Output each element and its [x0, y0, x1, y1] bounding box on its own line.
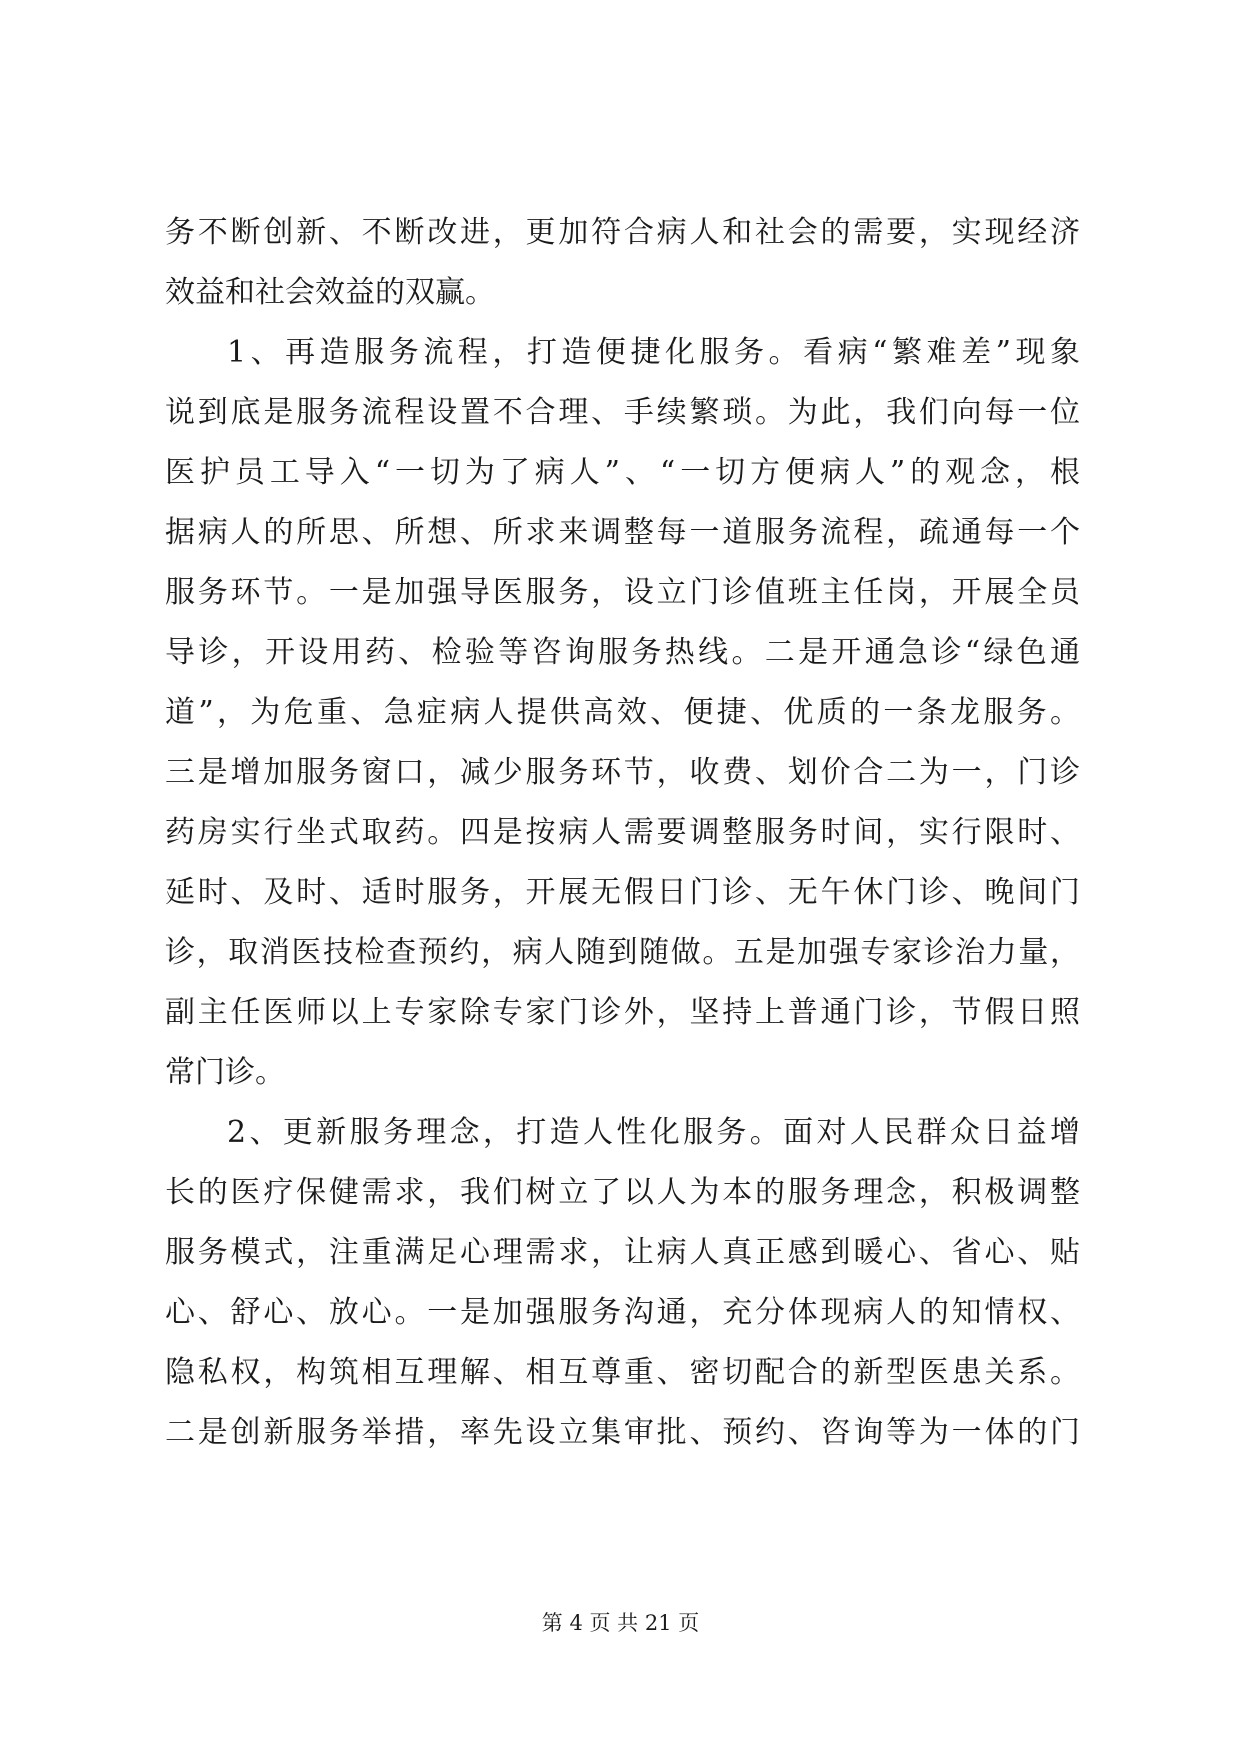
- body-line: 常门诊。: [165, 1055, 285, 1090]
- body-line: 导诊，开设用药、检验等咨询服务热线。二是开通急诊“绿色通: [165, 635, 1080, 670]
- body-line: 副主任医师以上专家除专家门诊外，坚持上普通门诊，节假日照: [165, 995, 1080, 1030]
- body-line: 说到底是服务流程设置不合理、手续繁琐。为此，我们向每一位: [165, 395, 1080, 430]
- body-line: 二是创新服务举措，率先设立集审批、预约、咨询等为一体的门: [165, 1415, 1080, 1450]
- body-line: 道”，为危重、急症病人提供高效、便捷、优质的一条龙服务。: [165, 695, 1080, 730]
- body-line: 医护员工导入“一切为了病人”、“一切方便病人”的观念，根: [165, 455, 1080, 490]
- body-line: 服务环节。一是加强导医服务，设立门诊值班主任岗，开展全员: [165, 575, 1080, 610]
- body-line: 心、舒心、放心。一是加强服务沟通，充分体现病人的知情权、: [165, 1295, 1080, 1330]
- body-line: 据病人的所思、所想、所求来调整每一道服务流程，疏通每一个: [165, 515, 1080, 550]
- body-line: 2、更新服务理念，打造人性化服务。面对人民群众日益增: [227, 1115, 1080, 1150]
- body-line: 隐私权，构筑相互理解、相互尊重、密切配合的新型医患关系。: [165, 1355, 1080, 1390]
- body-line: 服务模式，注重满足心理需求，让病人真正感到暖心、省心、贴: [165, 1235, 1080, 1270]
- body-line: 三是增加服务窗口，减少服务环节，收费、划价合二为一，门诊: [165, 755, 1080, 790]
- body-line: 效益和社会效益的双赢。: [165, 275, 495, 310]
- body-line: 长的医疗保健需求，我们树立了以人为本的服务理念，积极调整: [165, 1175, 1080, 1210]
- page-number: 第 4 页 共 21 页: [541, 1611, 700, 1635]
- body-line: 诊，取消医技检查预约，病人随到随做。五是加强专家诊治力量，: [165, 935, 1080, 970]
- body-line: 药房实行坐式取药。四是按病人需要调整服务时间，实行限时、: [165, 815, 1080, 850]
- body-line: 延时、及时、适时服务，开展无假日门诊、无午休门诊、晚间门: [165, 875, 1080, 910]
- body-line: 1、再造服务流程，打造便捷化服务。看病“繁难差”现象: [227, 335, 1080, 370]
- body-line: 务不断创新、不断改进，更加符合病人和社会的需要，实现经济: [165, 215, 1080, 250]
